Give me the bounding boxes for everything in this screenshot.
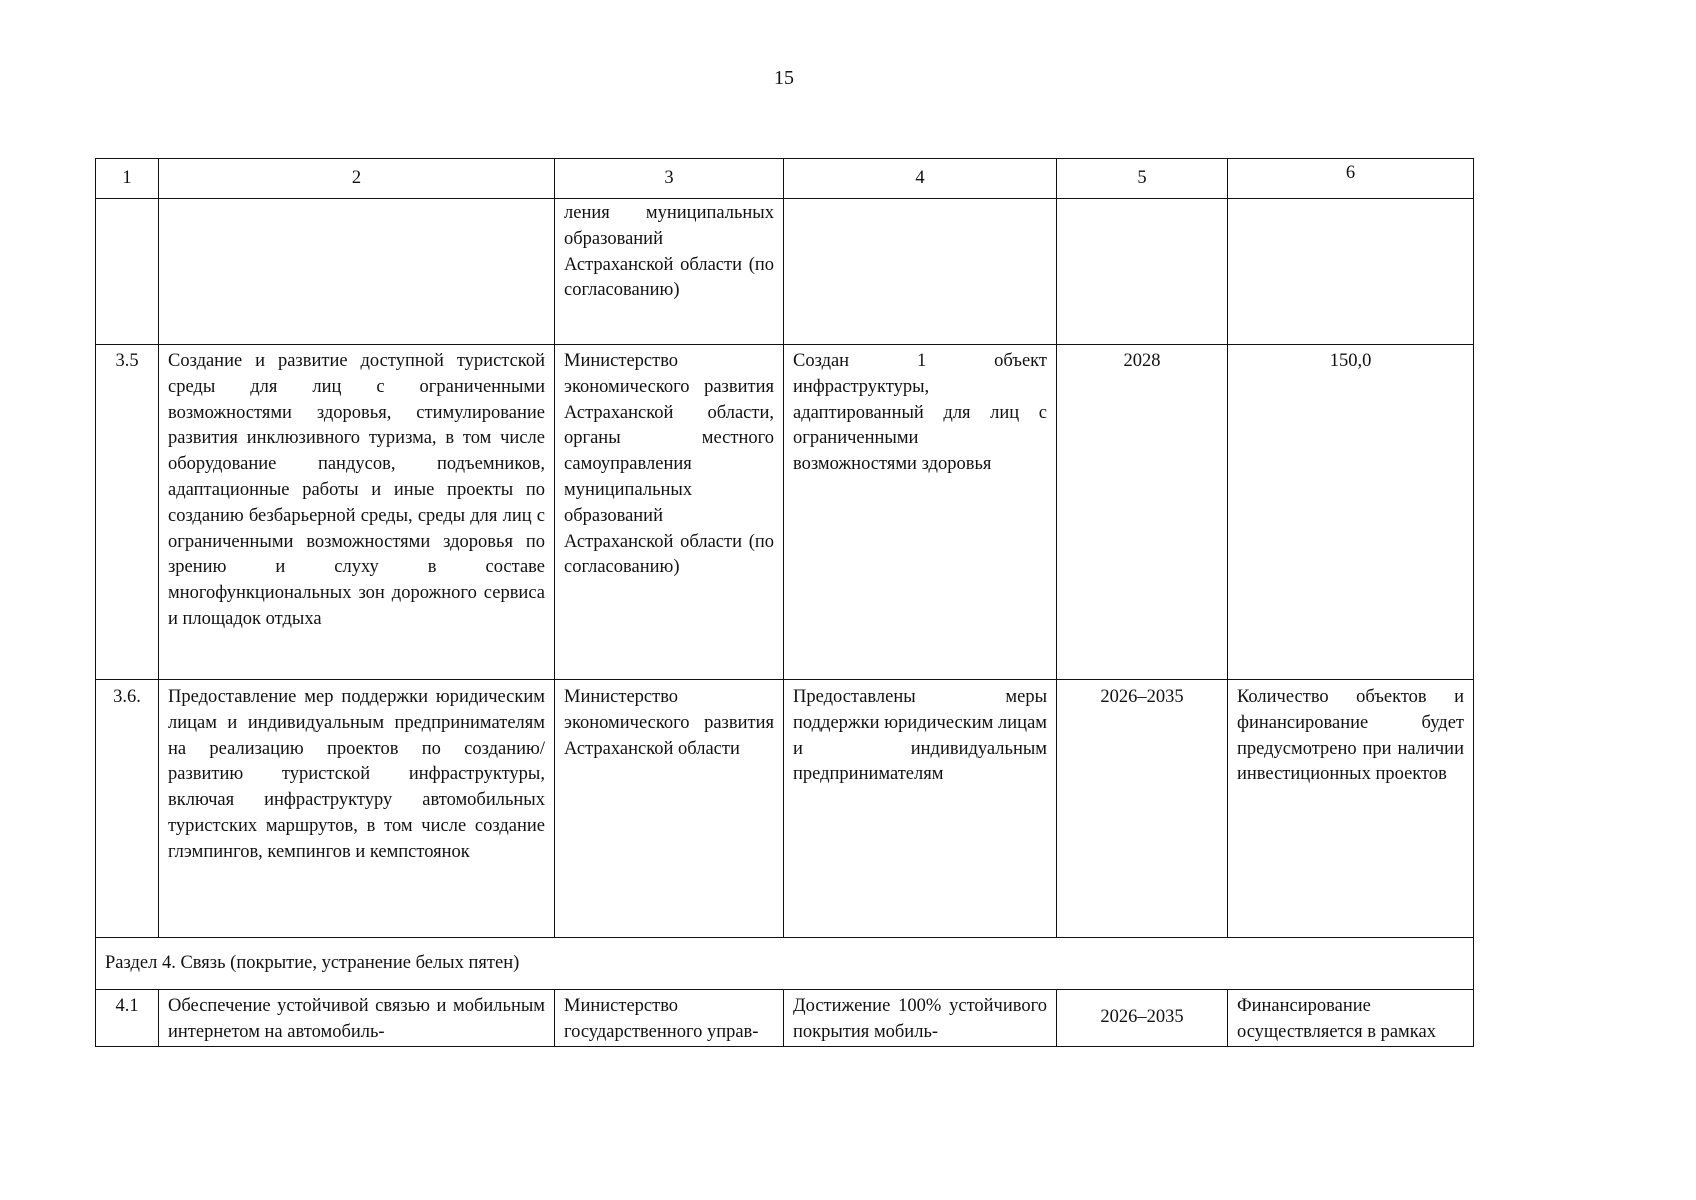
table-row <box>96 990 1474 1047</box>
cell-responsible: Министерство экономического развития Астраханской области, органы местного самоуправления муниципальных образований Астраханской области (по согласованию) <box>555 345 784 680</box>
cell-funding <box>1228 199 1474 345</box>
table-row <box>96 345 1474 680</box>
cell-result: Достижение 100% устойчивого покрытия мобиль- <box>784 990 1057 1047</box>
cell-responsible: Министерство государственного управ- <box>555 990 784 1047</box>
cell-result <box>784 199 1057 345</box>
cell-result: Предоставлены меры поддержки юридическим лицам и индивидуальным предпринимателям <box>784 680 1057 938</box>
column-header: 6 <box>1228 159 1474 199</box>
section-row <box>96 938 1474 990</box>
column-header: 3 <box>555 159 784 199</box>
cell-action: Предоставление мер поддержки юридическим лицам и индивидуальным предпринимателям на реализацию проектов по созданию/развитию туристской инфраструктуры, включая инфраструктуру автомобильных туристских маршрутов, в том числе создание глэмпингов, кемпингов и кемпстоянок <box>159 680 555 938</box>
cell-term <box>1057 199 1228 345</box>
column-header: 5 <box>1057 159 1228 199</box>
cell-funding: Количество объектов и финансирование будет предусмотрено при наличии инвестиционных проектов <box>1228 680 1474 938</box>
table-row <box>96 199 1474 345</box>
page-number: 15 <box>774 67 794 89</box>
table-header-row <box>96 159 1474 199</box>
cell-action <box>159 199 555 345</box>
column-header: 2 <box>159 159 555 199</box>
cell-responsible: ления муниципальных образований Астраханской области (по согласованию) <box>555 199 784 345</box>
cell-number: 3.6. <box>96 680 159 938</box>
cell-responsible: Министерство экономического развития Астраханской области <box>555 680 784 938</box>
cell-action: Обеспечение устойчивой связью и мобильным интернетом на автомобиль- <box>159 990 555 1047</box>
cell-term: 2026–2035 <box>1057 990 1228 1047</box>
section-title: Раздел 4. Связь (покрытие, устранение белых пятен) <box>96 938 1474 990</box>
cell-term: 2028 <box>1057 345 1228 680</box>
cell-number: 4.1 <box>96 990 159 1047</box>
table-row <box>96 680 1474 938</box>
cell-term: 2026–2035 <box>1057 680 1228 938</box>
cell-funding: Финансирование осуществляется в рамках <box>1228 990 1474 1047</box>
cell-number <box>96 199 159 345</box>
measures-table <box>95 158 1474 1047</box>
column-header: 1 <box>96 159 159 199</box>
column-header: 4 <box>784 159 1057 199</box>
cell-action: Создание и развитие доступной туристской среды для лиц с ограниченными возможностями здоровья, стимулирование развития инклюзивного туризма, в том числе оборудование пандусов, подъемников, адаптационные работы и иные проекты по созданию безбарьерной среды, среды для лиц с ограниченными возможностями здоровья по зрению и слуху в составе многофункциональных зон дорожного сервиса и площадок отдыха <box>159 345 555 680</box>
cell-number: 3.5 <box>96 345 159 680</box>
cell-result: Создан 1 объект инфраструктуры, адаптированный для лиц с ограниченными возможностями здоровья <box>784 345 1057 680</box>
cell-funding: 150,0 <box>1228 345 1474 680</box>
